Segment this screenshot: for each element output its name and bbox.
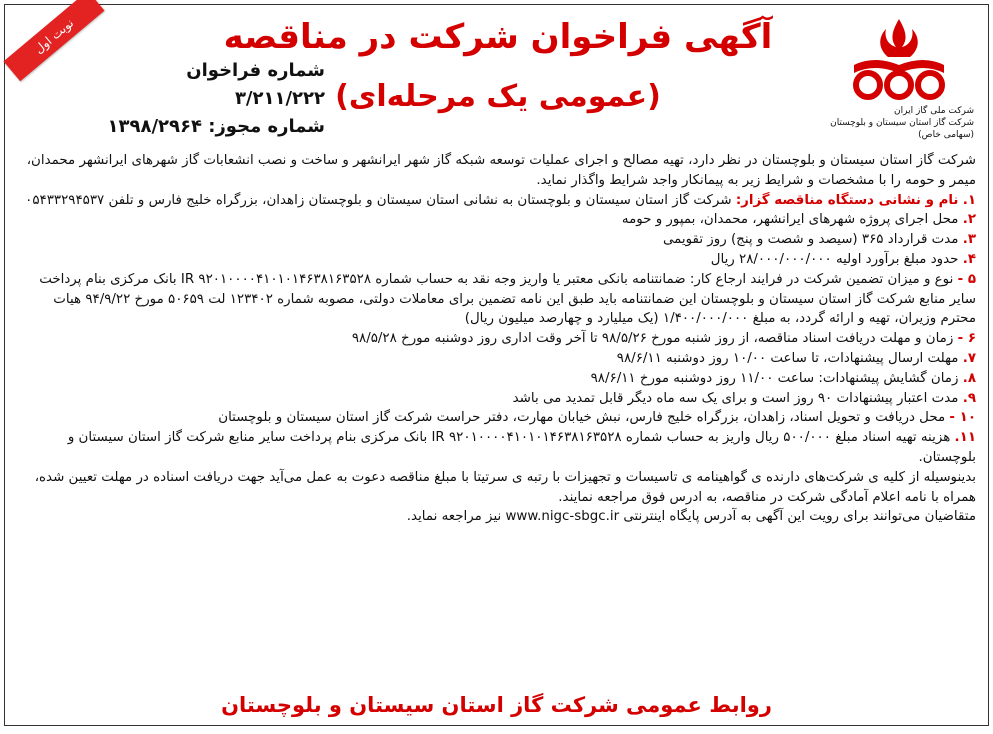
item-text: مدت اعتبار پیشنهادات ۹۰ روز است و برای یک سه ماه دیگر قابل تمدید می باشد <box>512 390 959 406</box>
list-item <box>16 270 976 329</box>
item-text: زمان گشایش پیشنهادات: ساعت ۱۱/۰۰ روز دوشنبه مورخ ۹۸/۶/۱۱ <box>590 370 959 386</box>
list-item <box>16 230 976 250</box>
announcement-page <box>4 4 989 726</box>
gas-flame-logo-icon <box>844 15 954 103</box>
item-number: ۴. <box>962 251 976 267</box>
list-item <box>16 369 976 389</box>
item-number: ۳. <box>962 232 976 248</box>
item-number: ۲. <box>962 212 976 228</box>
company-logo <box>824 15 974 145</box>
item-label: نام و نشانی دستگاه مناقصه گزار: <box>735 192 959 208</box>
permit-number: شماره مجوز: ۱۳۹۸/۲۹۶۴ <box>107 116 325 137</box>
item-number: ۱۱. <box>954 430 976 446</box>
item-number: ۱. <box>962 192 976 208</box>
item-number: ۱۰ - <box>949 410 976 426</box>
list-item <box>16 329 976 349</box>
org-name-line1: شرکت ملی گاز ایران <box>894 106 974 116</box>
list-item <box>16 349 976 369</box>
intro-paragraph: شرکت گاز استان سیستان و بلوچستان در نظر دارد، تهیه مصالح و اجرای عملیات توسعه شبکه گاز شهر ایرانشهر و ساخت و نصب انشعابات گاز شهرهای ایرانشهر محمدان، میمر و حومه را با مشخصات و شرایط زیر به پیمانکار واجد شرایط واگذار نماید. <box>26 153 976 188</box>
item-number: ۵ - <box>957 271 976 287</box>
item-number: ۸. <box>962 370 976 386</box>
page-subtitle: (عمومی یک مرحله‌ای) <box>335 79 661 114</box>
website-note: متقاضیان می‌توانند برای رویت این آگهی به آدرس پایگاه اینترنتی www.nigc-sbgc.ir نیز مراجعه نماید. <box>406 509 976 525</box>
item-text: زمان و مهلت دریافت اسناد مناقصه، از روز شنبه مورخ ۹۸/۵/۲۶ تا آخر وقت اداری روز دوشنبه مورخ ۹۸/۵/۲۸ <box>351 331 954 347</box>
item-text: نوع و میزان تضمین شرکت در فرایند ارجاع کار: ضمانتنامه بانکی معتبر یا واریز وجه نقد به حساب شماره IR ۹۲۰۱۰۰۰۰۴۱۰۱۰۱۴۶۳۸۱۶۳۵۲۸ بانک مرکزی بنام پرداخت سایر منابع شرکت گاز استان سیستان و بلوچستان این ضمانتنامه باید طبق این نامه تضمین برای معاملات دولتی، مصوبه شماره ۱۲۳۴۰۲ لت ۵۰۶۵۹ مورخ ۹۴/۹/۲۲ هیات محترم وزیران، تهیه و ارائه گردد، به مبلغ ۱/۴۰۰/۰۰۰/۰۰۰ (یک میلیارد و چهارصد میلیون ریال) <box>39 271 976 327</box>
announcement-body <box>16 151 976 527</box>
list-item <box>16 191 976 211</box>
closing-paragraph: بدینوسیله از کلیه ی شرکت‌های دارنده ی گواهینامه ی تاسیسات و تجهیزات با رتبه ی سرتیتا با مبلغ مناقصه دعوت به عمل می‌آید جهت دریافت اسناده در مهلت تعیین شده، همراه با نامه اعلام آمادگی شرکت در مناقصه، به ادرس فوق مراجعه نمایند. <box>34 469 976 505</box>
list-item <box>16 428 976 468</box>
org-name-line2: شرکت گاز استان سیستان و بلوچستان (سهامی خاص) <box>830 118 974 140</box>
items-list <box>16 191 976 468</box>
item-text: محل دریافت و تحویل اسناد، زاهدان، بزرگراه خلیج فارس، نبش خیابان مهارت، دفتر حراست شرکت گاز استان سیستان و بلوچستان <box>218 410 946 426</box>
first-publication-badge: نوبت اول <box>4 0 105 81</box>
item-text: محل اجرای پروژه شهرهای ایرانشهر، محمدان، بمپور و حومه <box>621 212 959 228</box>
item-text: شرکت گاز استان سیستان و بلوچستان به نشانی استان سیستان و بلوچستان زاهدان، بزرگراه خلیج فارس و تلفن ۰۵۴۳۳۲۹۴۵۳۷ <box>25 192 732 208</box>
item-text: مدت قرارداد ۳۶۵ (سیصد و شصت و پنج) روز تقویمی <box>663 232 959 248</box>
reference-numbers <box>95 57 325 141</box>
item-text: مهلت ارسال پیشنهادات، تا ساعت ۱۰/۰۰ روز دوشنبه ۹۸/۶/۱۱ <box>616 350 959 366</box>
list-item <box>16 408 976 428</box>
item-number: ۷. <box>962 350 976 366</box>
item-text: حدود مبلغ برآورد اولیه ۲۸/۰۰۰/۰۰۰/۰۰۰ ریال <box>710 251 959 267</box>
item-number: ۹. <box>962 390 976 406</box>
list-item <box>16 210 976 230</box>
call-number: شماره فراخوان ۳/۲۱۱/۲۲۲ <box>186 60 325 109</box>
item-text: هزینه تهیه اسناد مبلغ ۵۰۰/۰۰۰ ریال واریز به حساب شماره IR ۹۲۰۱۰۰۰۰۴۱۰۱۰۱۴۶۳۸۱۶۳۵۲۸ بانک مرکزی بنام پرداخت سایر منابع شرکت گاز استان سیستان و بلوچستان. <box>67 430 976 465</box>
page-title: آگهی فراخوان شرکت در مناقصه <box>223 17 773 57</box>
footer-signature: روابط عمومی شرکت گاز استان سیستان و بلوچستان <box>221 693 772 717</box>
item-number: ۶ - <box>957 331 976 347</box>
list-item <box>16 250 976 270</box>
list-item <box>16 389 976 409</box>
